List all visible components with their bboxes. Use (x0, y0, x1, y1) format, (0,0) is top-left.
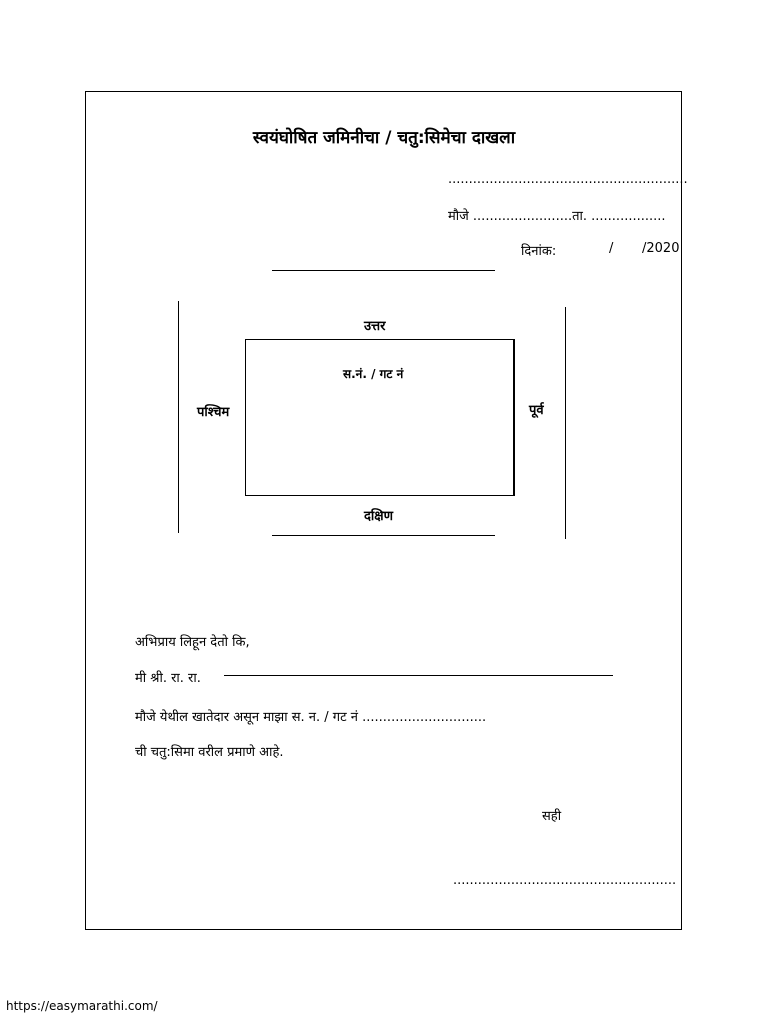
footer-url[interactable]: https://easymarathi.com/ (6, 999, 158, 1013)
plot-box (245, 339, 515, 496)
name-blank-line (224, 675, 613, 676)
signature-label: सही (542, 809, 562, 824)
west-boundary-line (178, 301, 179, 533)
top-dotted-line: .......................................................... (448, 172, 688, 187)
signature-dotted-line: ...................................................... (453, 873, 677, 888)
boundary-statement: ची चतु:सिमा वरील प्रमाणे आहे. (135, 745, 284, 760)
north-boundary-line (272, 270, 495, 271)
mauje-line: मौजे ........................ता. .................. (448, 209, 666, 224)
name-label: मी श्री. रा. रा. (135, 671, 201, 686)
south-label: दक्षिण (364, 509, 393, 524)
west-label: पश्चिम (197, 405, 230, 420)
north-label: उत्तर (364, 319, 386, 334)
south-boundary-line (272, 535, 495, 536)
date-year: /2020 (642, 241, 680, 256)
east-boundary-line (565, 307, 566, 539)
form-title: स्वयंघोषित जमिनीचा / चतु:सिमेचा दाखला (252, 128, 516, 148)
holder-line: मौजे येथील खातेदार असून माझा स. न. / गट नं .............................. (135, 710, 487, 725)
date-separator: / (609, 241, 614, 256)
opinion-intro: अभिप्राय लिहून देतो कि, (135, 635, 250, 650)
date-label: दिनांक: (521, 244, 557, 259)
east-label: पूर्व (529, 403, 544, 418)
plot-label: स.नं. / गट नं (343, 367, 404, 381)
